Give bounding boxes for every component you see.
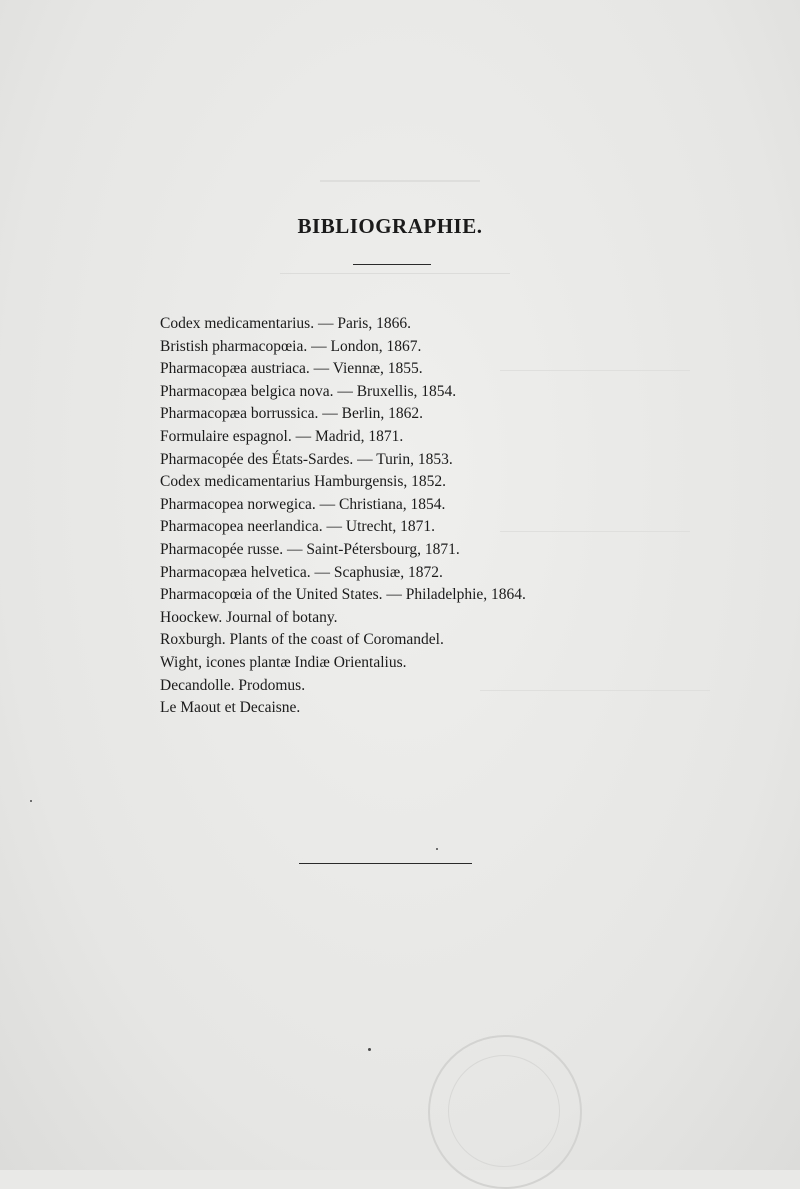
list-item: Decandolle. Prodomus. xyxy=(160,676,306,694)
title-divider xyxy=(353,264,431,265)
list-item: Formulaire espagnol. — Madrid, 1871. xyxy=(160,427,404,445)
page-title: BIBLIOGRAPHIE. xyxy=(297,214,483,239)
ink-speck xyxy=(30,800,32,802)
ink-speck xyxy=(368,1048,371,1051)
list-item: Codex medicamentarius. — Paris, 1866. xyxy=(160,315,411,332)
bibliography-list xyxy=(160,313,526,720)
bleed-through-texture xyxy=(320,140,480,182)
list-item: Pharmacopea neerlandica. — Utrecht, 1871. xyxy=(160,518,436,536)
list-item: Pharmacopæa austriaca. — Viennæ, 1855. xyxy=(160,360,423,378)
library-stamp-inner-ring xyxy=(448,1055,560,1167)
list-item: Hoockew. Journal of botany. xyxy=(160,608,338,626)
list-item: Bristish pharmacopœia. — London, 1867. xyxy=(160,337,422,355)
list-item: Pharmacopœia of the United States. — Philadelphie, 1864. xyxy=(160,586,526,604)
list-item: Pharmacopée des États-Sardes. — Turin, 1853. xyxy=(160,450,453,468)
list-item: Pharmacopée russe. — Saint-Pétersbourg, 1871. xyxy=(160,540,460,558)
list-item: Codex medicamentarius Hamburgensis, 1852. xyxy=(160,473,446,491)
bleed-through-texture xyxy=(500,370,690,532)
list-item: Le Maout et Decaisne. xyxy=(160,699,301,717)
list-item: Pharmacopæa belgica nova. — Bruxellis, 1854. xyxy=(160,382,457,400)
ink-speck xyxy=(436,848,438,850)
list-item: Pharmacopea norwegica. — Christiana, 1854. xyxy=(160,495,446,513)
list-item: Wight, icones plantæ Indiæ Orientalius. xyxy=(160,653,407,671)
end-divider xyxy=(299,863,472,864)
list-item: Pharmacopæa borrussica. — Berlin, 1862. xyxy=(160,405,424,423)
list-item: Pharmacopæa helvetica. — Scaphusiæ, 1872. xyxy=(160,563,443,581)
bleed-through-texture xyxy=(480,690,710,961)
list-item: Roxburgh. Plants of the coast of Coromandel. xyxy=(160,631,444,649)
